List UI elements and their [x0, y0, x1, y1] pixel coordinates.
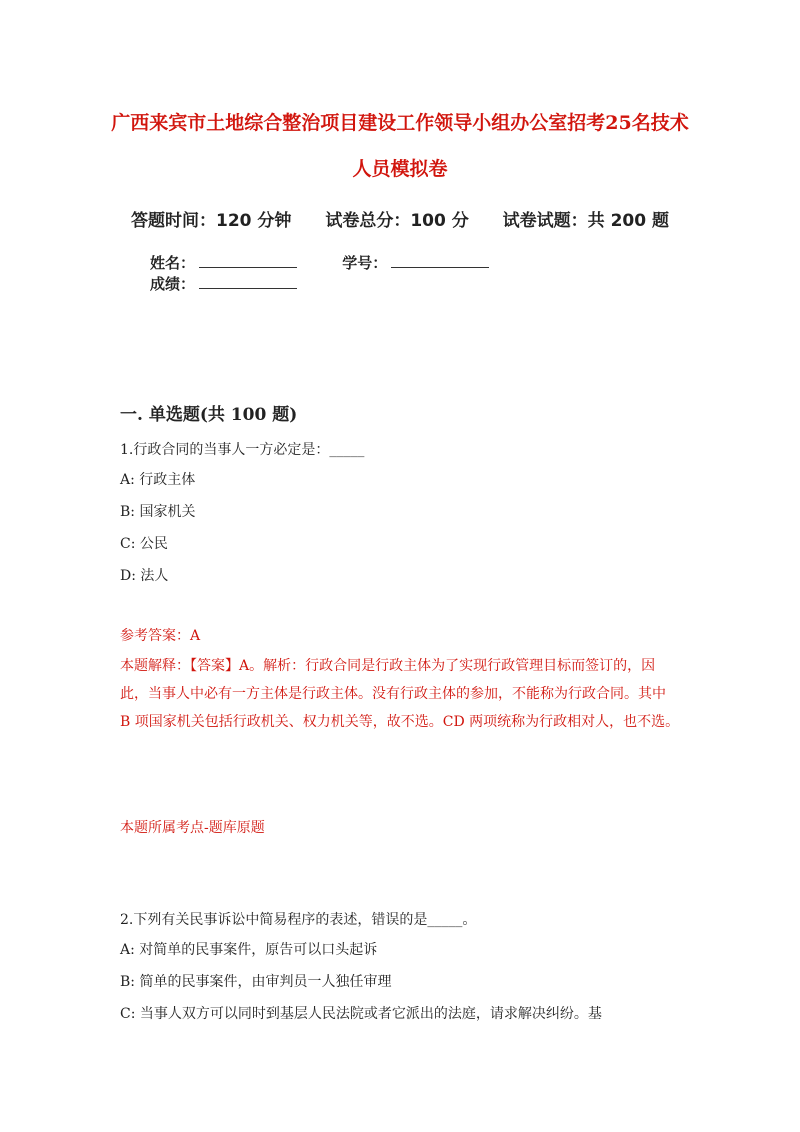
- question-1-answer: 参考答案：A: [120, 628, 201, 644]
- question-2-option-a: A: 对简单的民事案件，原告可以口头起诉: [120, 942, 378, 958]
- score-blank[interactable]: [199, 274, 297, 289]
- page-title: 广西来宾市土地综合整治项目建设工作领导小组办公室招考25名技术人员模拟卷: [111, 112, 689, 180]
- id-label: 学号：: [342, 254, 388, 272]
- section-heading: 一. 单选题(共 100 题): [120, 405, 298, 425]
- question-2-option-c: C: 当事人双方可以同时到基层人民法院或者它派出的法庭，请求解决纠纷。基: [120, 1006, 602, 1022]
- name-label: 姓名：: [150, 254, 196, 272]
- question-2-option-b: B: 简单的民事案件，由审判员一人独任审理: [120, 974, 392, 990]
- exam-question-count: 试卷试题：共 200 题: [502, 211, 669, 231]
- name-field: [150, 252, 297, 273]
- id-blank[interactable]: [391, 253, 489, 268]
- score-field: [150, 273, 297, 294]
- exam-meta: [0, 206, 800, 231]
- question-1-option-b: B: 国家机关: [120, 504, 196, 520]
- exam-total-score: 试卷总分：100 分: [325, 211, 469, 231]
- student-fields: [150, 252, 690, 294]
- question-1-option-d: D: 法人: [120, 568, 169, 584]
- question-1-option-c: C: 公民: [120, 536, 168, 552]
- question-1-option-a: A: 行政主体: [120, 472, 196, 488]
- id-field: [342, 252, 489, 273]
- question-1-explanation: 本题解释：【答案】A。解析：行政合同是行政主体为了实现行政管理目标而签订的，因此，当事人中必有一方主体是行政主体。没有行政主体的参加，不能称为行政合同。其中 B 项国家机关包括行政机关、权力机关等，故不选。CD 两项统称为行政相对人，也不选。: [120, 658, 680, 730]
- question-2-stem: 2.下列有关民事诉讼中简易程序的表述，错误的是_____。: [120, 912, 477, 928]
- question-1-source: 本题所属考点-题库原题: [120, 820, 265, 836]
- name-blank[interactable]: [199, 253, 297, 268]
- exam-time: 答题时间：120 分钟: [131, 211, 292, 231]
- question-1-stem: 1.行政合同的当事人一方必定是：_____: [120, 442, 365, 458]
- score-label: 成绩：: [150, 275, 196, 293]
